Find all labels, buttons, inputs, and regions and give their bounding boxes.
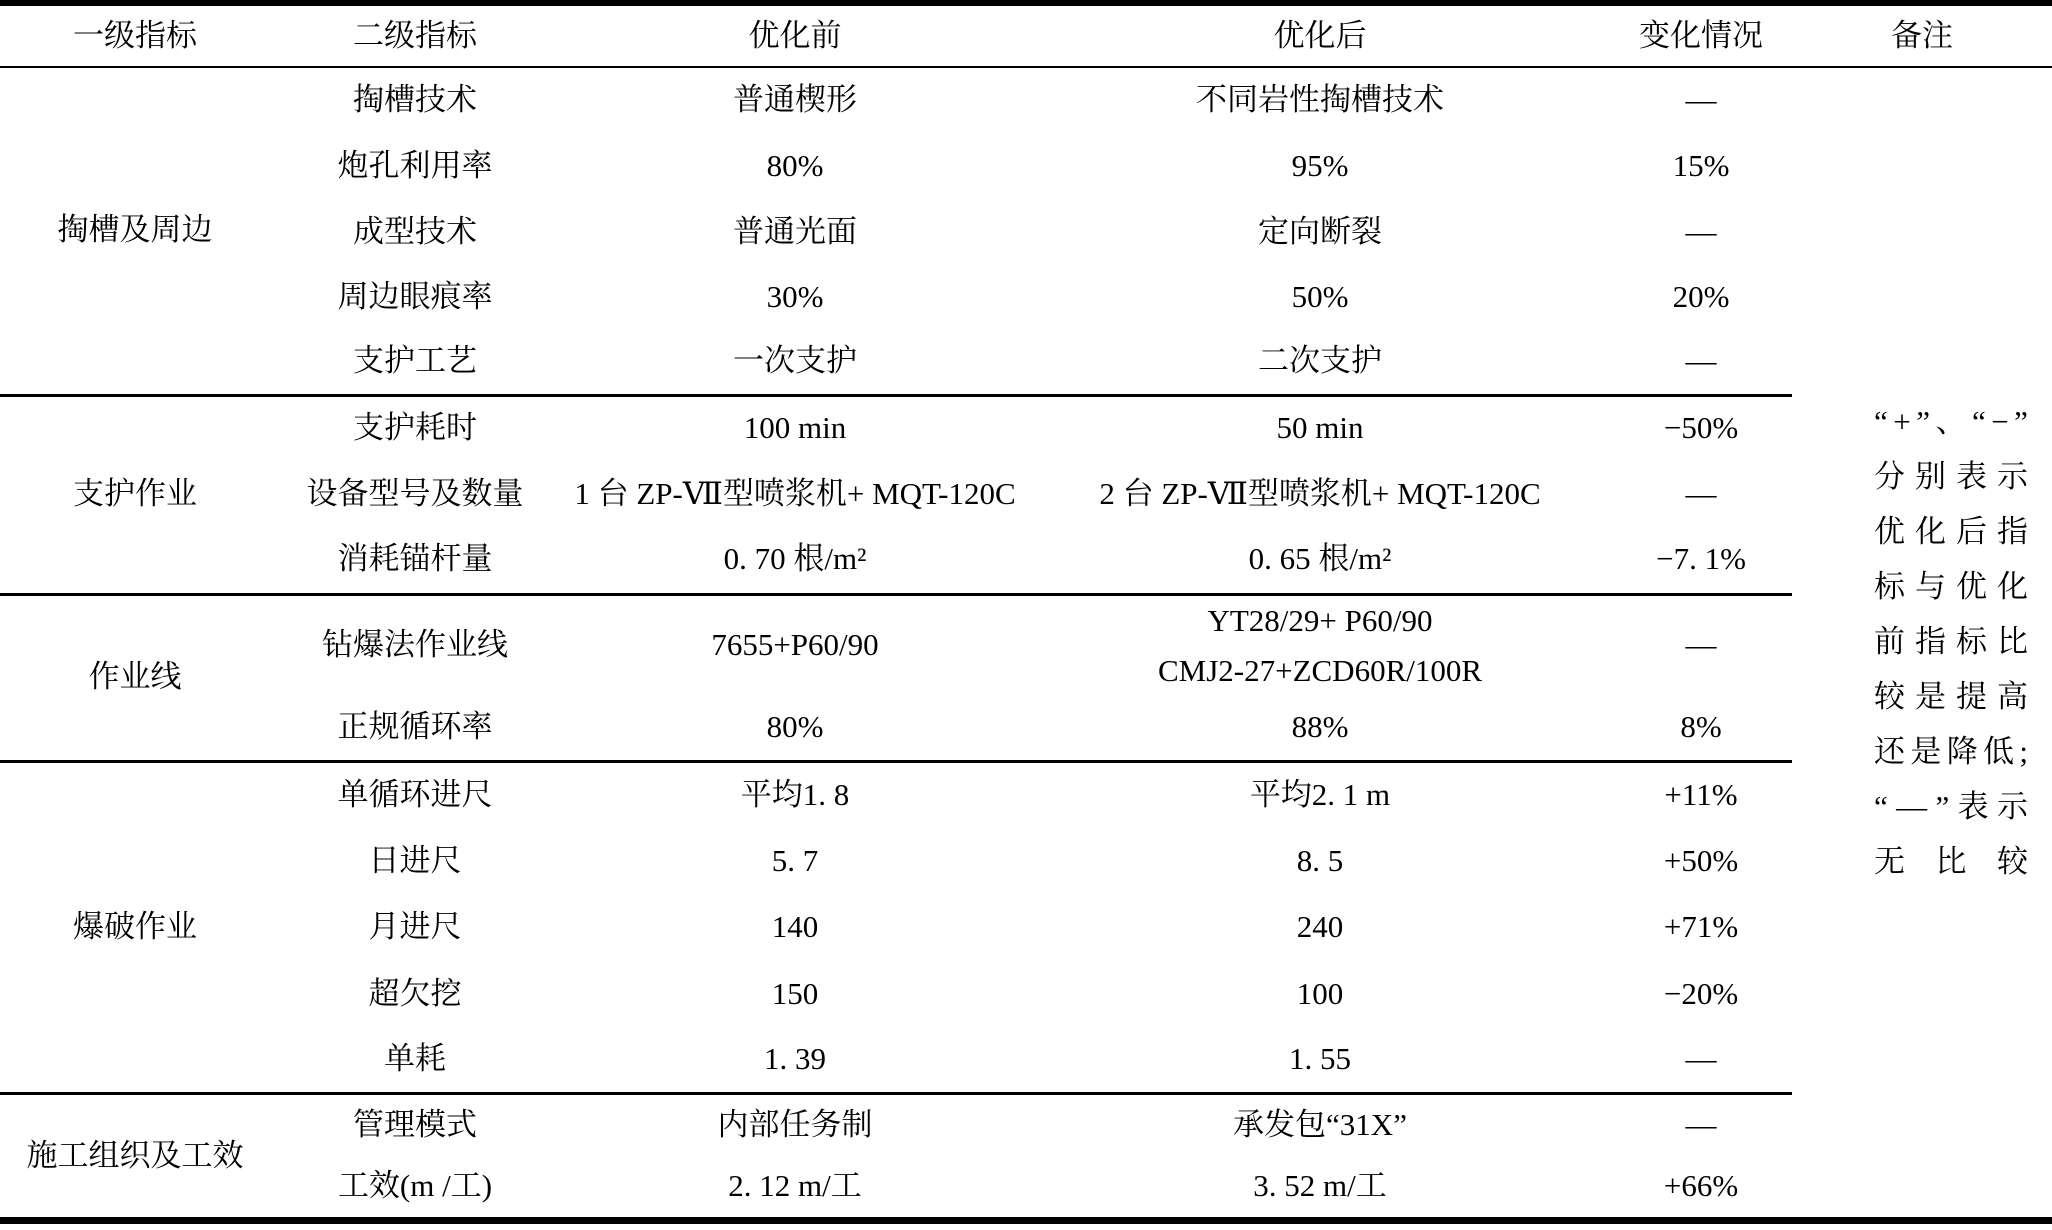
cell-change: — <box>1685 82 1717 118</box>
table-row <box>0 895 2052 961</box>
cell-change: — <box>1610 594 1792 696</box>
table-row <box>0 828 2052 895</box>
cell-before: 普通楔形 <box>733 82 857 118</box>
cell-indicator: 支护工艺 <box>353 343 477 379</box>
group-cell: 爆破作业 <box>0 762 270 1094</box>
cell-change: 15% <box>1672 147 1730 183</box>
cell-change: −20% <box>1663 975 1739 1011</box>
cell-indicator: 设备型号及数量 <box>306 475 524 511</box>
remark-line: “ — ” 表 示 <box>1874 789 2028 825</box>
cell-change: +11% <box>1610 762 1792 828</box>
remark-line: 分 别 表 示 <box>1874 459 2028 495</box>
col-header-primary-indicator: 一级指标 <box>0 3 270 67</box>
cell-before: 5. 7 <box>771 842 819 878</box>
cell-before: 150 <box>771 975 819 1011</box>
cell-after: 50% <box>1291 279 1349 315</box>
cell-indicator: 管理模式 <box>270 1094 560 1157</box>
table-row <box>0 762 2052 828</box>
group-cell: 作业线 <box>0 594 270 762</box>
cell-after: 100 <box>1296 975 1344 1011</box>
cell-change: +66% <box>1663 1168 1739 1204</box>
col-header-remark: 备注 <box>1792 3 2052 67</box>
cell-after: 承发包“31X” <box>1030 1094 1610 1157</box>
col-header-before: 优化前 <box>560 3 1030 67</box>
cell-before: 0. 70 根/m² <box>723 541 867 577</box>
group-cell: 掏槽及周边 <box>57 212 213 248</box>
cell-indicator: 工效(m /工) <box>337 1168 493 1204</box>
cell-before: 1 台 ZP-Ⅶ型喷浆机+ MQT-120C <box>574 475 1016 511</box>
table-row <box>0 1094 2052 1157</box>
after-two-line-value <box>1030 596 1610 696</box>
cell-after: 240 <box>1296 909 1344 945</box>
cell-after: 8. 5 <box>1296 842 1344 878</box>
cell-change: — <box>1610 1094 1792 1157</box>
cell-change: — <box>1685 213 1717 249</box>
cell-after <box>1030 594 1610 696</box>
cell-after: 平均2. 1 m <box>1030 762 1610 828</box>
after-line-1: YT28/29+ P60/90 <box>1207 602 1433 638</box>
cell-after: 88% <box>1291 709 1349 745</box>
cell-after: 二次支护 <box>1258 343 1382 379</box>
remark-note <box>1874 395 2028 890</box>
cell-before: 80% <box>766 709 824 745</box>
cell-before: 内部任务制 <box>560 1094 1030 1157</box>
table-row <box>0 199 2052 265</box>
cell-before: 140 <box>771 909 819 945</box>
table-row <box>0 696 2052 762</box>
cell-before: 100 min <box>560 395 1030 461</box>
remark-cell <box>1792 67 2052 1221</box>
cell-indicator: 超欠挖 <box>368 975 462 1011</box>
table-row <box>0 1028 2052 1094</box>
cell-indicator: 正规循环率 <box>337 709 493 745</box>
cell-after: 2 台 ZP-Ⅶ型喷浆机+ MQT-120C <box>1099 475 1541 511</box>
remark-line: 还 是 降 低 ; <box>1874 734 2028 770</box>
cell-indicator: 周边眼痕率 <box>337 279 493 315</box>
col-header-secondary-indicator: 二级指标 <box>270 3 560 67</box>
table-row <box>0 67 2052 133</box>
remark-line: 优 化 后 指 <box>1874 514 2028 550</box>
cell-indicator: 支护耗时 <box>270 395 560 461</box>
cell-before: 80% <box>766 147 824 183</box>
cell-indicator: 钻爆法作业线 <box>270 594 560 696</box>
table-row <box>0 133 2052 199</box>
cell-indicator: 单耗 <box>384 1041 446 1077</box>
cell-before: 1. 39 <box>764 1041 826 1077</box>
cell-change: −50% <box>1610 395 1792 461</box>
cell-after: 1. 55 <box>1289 1041 1351 1077</box>
cell-indicator: 掏槽技术 <box>353 82 477 118</box>
table-row <box>0 594 2052 696</box>
cell-after: 95% <box>1291 147 1349 183</box>
cell-after: 0. 65 根/m² <box>1248 541 1392 577</box>
cell-before: 7655+P60/90 <box>560 594 1030 696</box>
cell-after: 50 min <box>1030 395 1610 461</box>
cell-indicator: 消耗锚杆量 <box>337 541 493 577</box>
cell-indicator: 单循环进尺 <box>270 762 560 828</box>
cell-indicator: 成型技术 <box>353 213 477 249</box>
cell-change: 8% <box>1680 709 1722 745</box>
group-cell: 支护作业 <box>0 395 270 594</box>
cell-indicator: 日进尺 <box>368 842 462 878</box>
cell-before: 平均1. 8 <box>560 762 1030 828</box>
table-row <box>0 330 2052 395</box>
after-line-2: CMJ2-27+ZCD60R/100R <box>1157 652 1483 688</box>
cell-change: — <box>1685 475 1717 511</box>
cell-after: 不同岩性掏槽技术 <box>1196 82 1444 118</box>
cell-before: 30% <box>766 279 824 315</box>
cell-before: 一次支护 <box>733 343 857 379</box>
col-header-after: 优化后 <box>1030 3 1610 67</box>
cell-change: — <box>1685 343 1717 379</box>
remark-line: 较 是 提 高 <box>1874 679 2028 715</box>
cell-indicator: 炮孔利用率 <box>337 147 493 183</box>
remark-line: “ + ” 、 “ − ” <box>1874 404 2028 440</box>
cell-after: 定向断裂 <box>1258 213 1382 249</box>
cell-before: 普通光面 <box>733 213 857 249</box>
table-row <box>0 961 2052 1028</box>
remark-line: 标 与 优 化 <box>1874 569 2028 605</box>
cell-change: −7. 1% <box>1656 541 1746 577</box>
group-cell: 施工组织及工效 <box>0 1094 270 1221</box>
cell-before: 2. 12 m/工 <box>728 1168 862 1204</box>
table-row <box>0 461 2052 527</box>
table-row <box>0 1157 2052 1221</box>
cell-indicator: 月进尺 <box>368 909 462 945</box>
cell-after: 3. 52 m/工 <box>1253 1168 1387 1204</box>
remark-line: 前 指 标 比 <box>1874 624 2028 660</box>
header-row <box>0 3 2052 67</box>
cell-change: +71% <box>1663 909 1739 945</box>
remark-line: 无 比 较 <box>1874 844 2028 880</box>
table-row <box>0 527 2052 594</box>
col-header-change: 变化情况 <box>1610 3 1792 67</box>
cell-change: — <box>1685 1041 1717 1077</box>
cell-change: +50% <box>1663 842 1739 878</box>
cell-change: 20% <box>1672 279 1730 315</box>
table-row <box>0 265 2052 330</box>
table-row <box>0 395 2052 461</box>
